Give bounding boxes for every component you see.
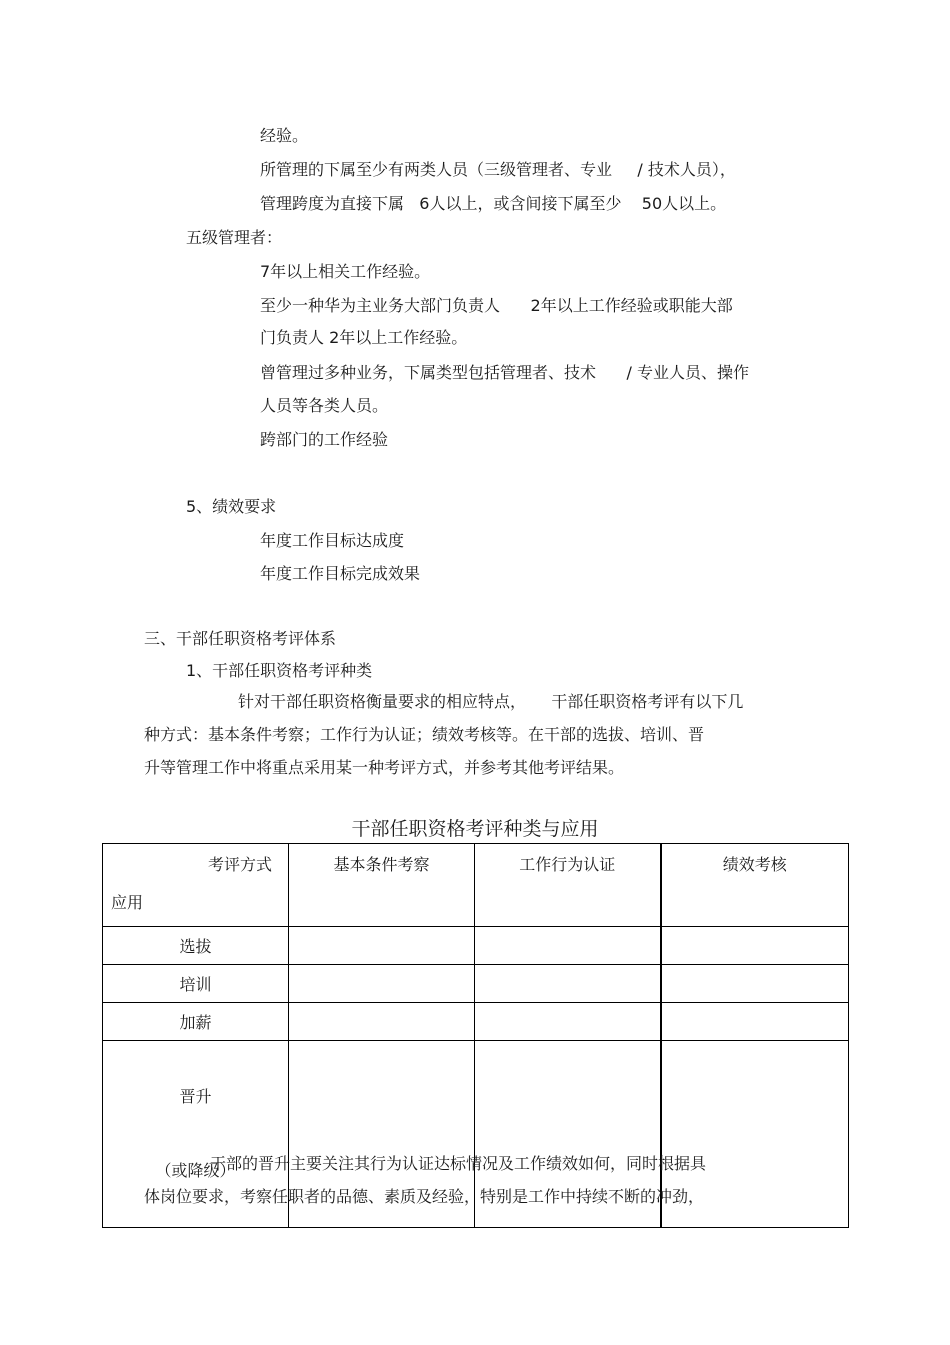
paragraph-line: 针对干部任职资格衡量要求的相应特点， 干部任职资格考评有以下几 [238, 692, 744, 711]
table-cell [661, 965, 849, 1003]
table-row [103, 965, 849, 1003]
column-header: 工作行为认证 [475, 844, 661, 927]
corner-header-method: 考评方式 [207, 855, 272, 874]
chapter-heading: 三、干部任职资格考评体系 [144, 629, 337, 648]
table-row [103, 1003, 849, 1041]
table-cell [289, 927, 475, 965]
table-cell [661, 1003, 849, 1041]
row-label: 晋升 [179, 1087, 212, 1106]
row-label-note: （或降级） [155, 1161, 236, 1180]
text-line: 经验。 [260, 126, 309, 145]
text-line: 年度工作目标完成效果 [260, 564, 421, 583]
row-label: 培训 [103, 965, 289, 1003]
table-cell [475, 927, 661, 965]
corner-header-cell [103, 844, 289, 927]
text-line: 年度工作目标达成度 [260, 531, 405, 550]
row-label: 加薪 [103, 1003, 289, 1041]
table-row [103, 927, 849, 965]
section-heading: 1、干部任职资格考评种类 [186, 661, 373, 680]
paragraph-line: 干部的晋升主要关注其行为认证达标情况及工作绩效如何，同时根据具 [210, 1154, 707, 1173]
table-cell [475, 1003, 661, 1041]
paragraph-line: 升等管理工作中将重点采用某一种考评方式，并参考其他考评结果。 [144, 758, 625, 777]
paragraph-line: 体岗位要求，考察任职者的品德、素质及经验，特别是工作中持续不断的冲劲， [144, 1187, 705, 1206]
text-line: 门负责人 2年以上工作经验。 [260, 328, 468, 347]
table-cell [289, 1003, 475, 1041]
text-line: 7年以上相关工作经验。 [260, 262, 431, 281]
text-line: 跨部门的工作经验 [260, 430, 389, 449]
table-cell [289, 965, 475, 1003]
text-line: 至少一种华为主业务大部门负责人 2年以上工作经验或职能大部 [260, 296, 733, 315]
text-line: 所管理的下属至少有两类人员（三级管理者、专业 / 技术人员）， [260, 160, 736, 179]
paragraph-line: 种方式：基本条件考察；工作行为认证；绩效考核等。在干部的选拔、培训、晋 [144, 725, 705, 744]
section-heading: 5、绩效要求 [186, 497, 277, 516]
section-heading: 五级管理者： [186, 228, 283, 247]
column-header: 基本条件考察 [289, 844, 475, 927]
row-label: 选拔 [103, 927, 289, 965]
text-line: 管理跨度为直接下属 6人以上，或含间接下属至少 50人以上。 [260, 194, 727, 213]
column-header: 绩效考核 [661, 844, 849, 927]
text-line: 曾管理过多种业务，下属类型包括管理者、技术 / 专业人员、操作 [260, 363, 749, 382]
table-title: 干部任职资格考评种类与应用 [351, 818, 599, 840]
table-cell [661, 927, 849, 965]
corner-header-application: 应用 [111, 893, 144, 912]
table-cell [475, 965, 661, 1003]
text-line: 人员等各类人员。 [260, 396, 389, 415]
